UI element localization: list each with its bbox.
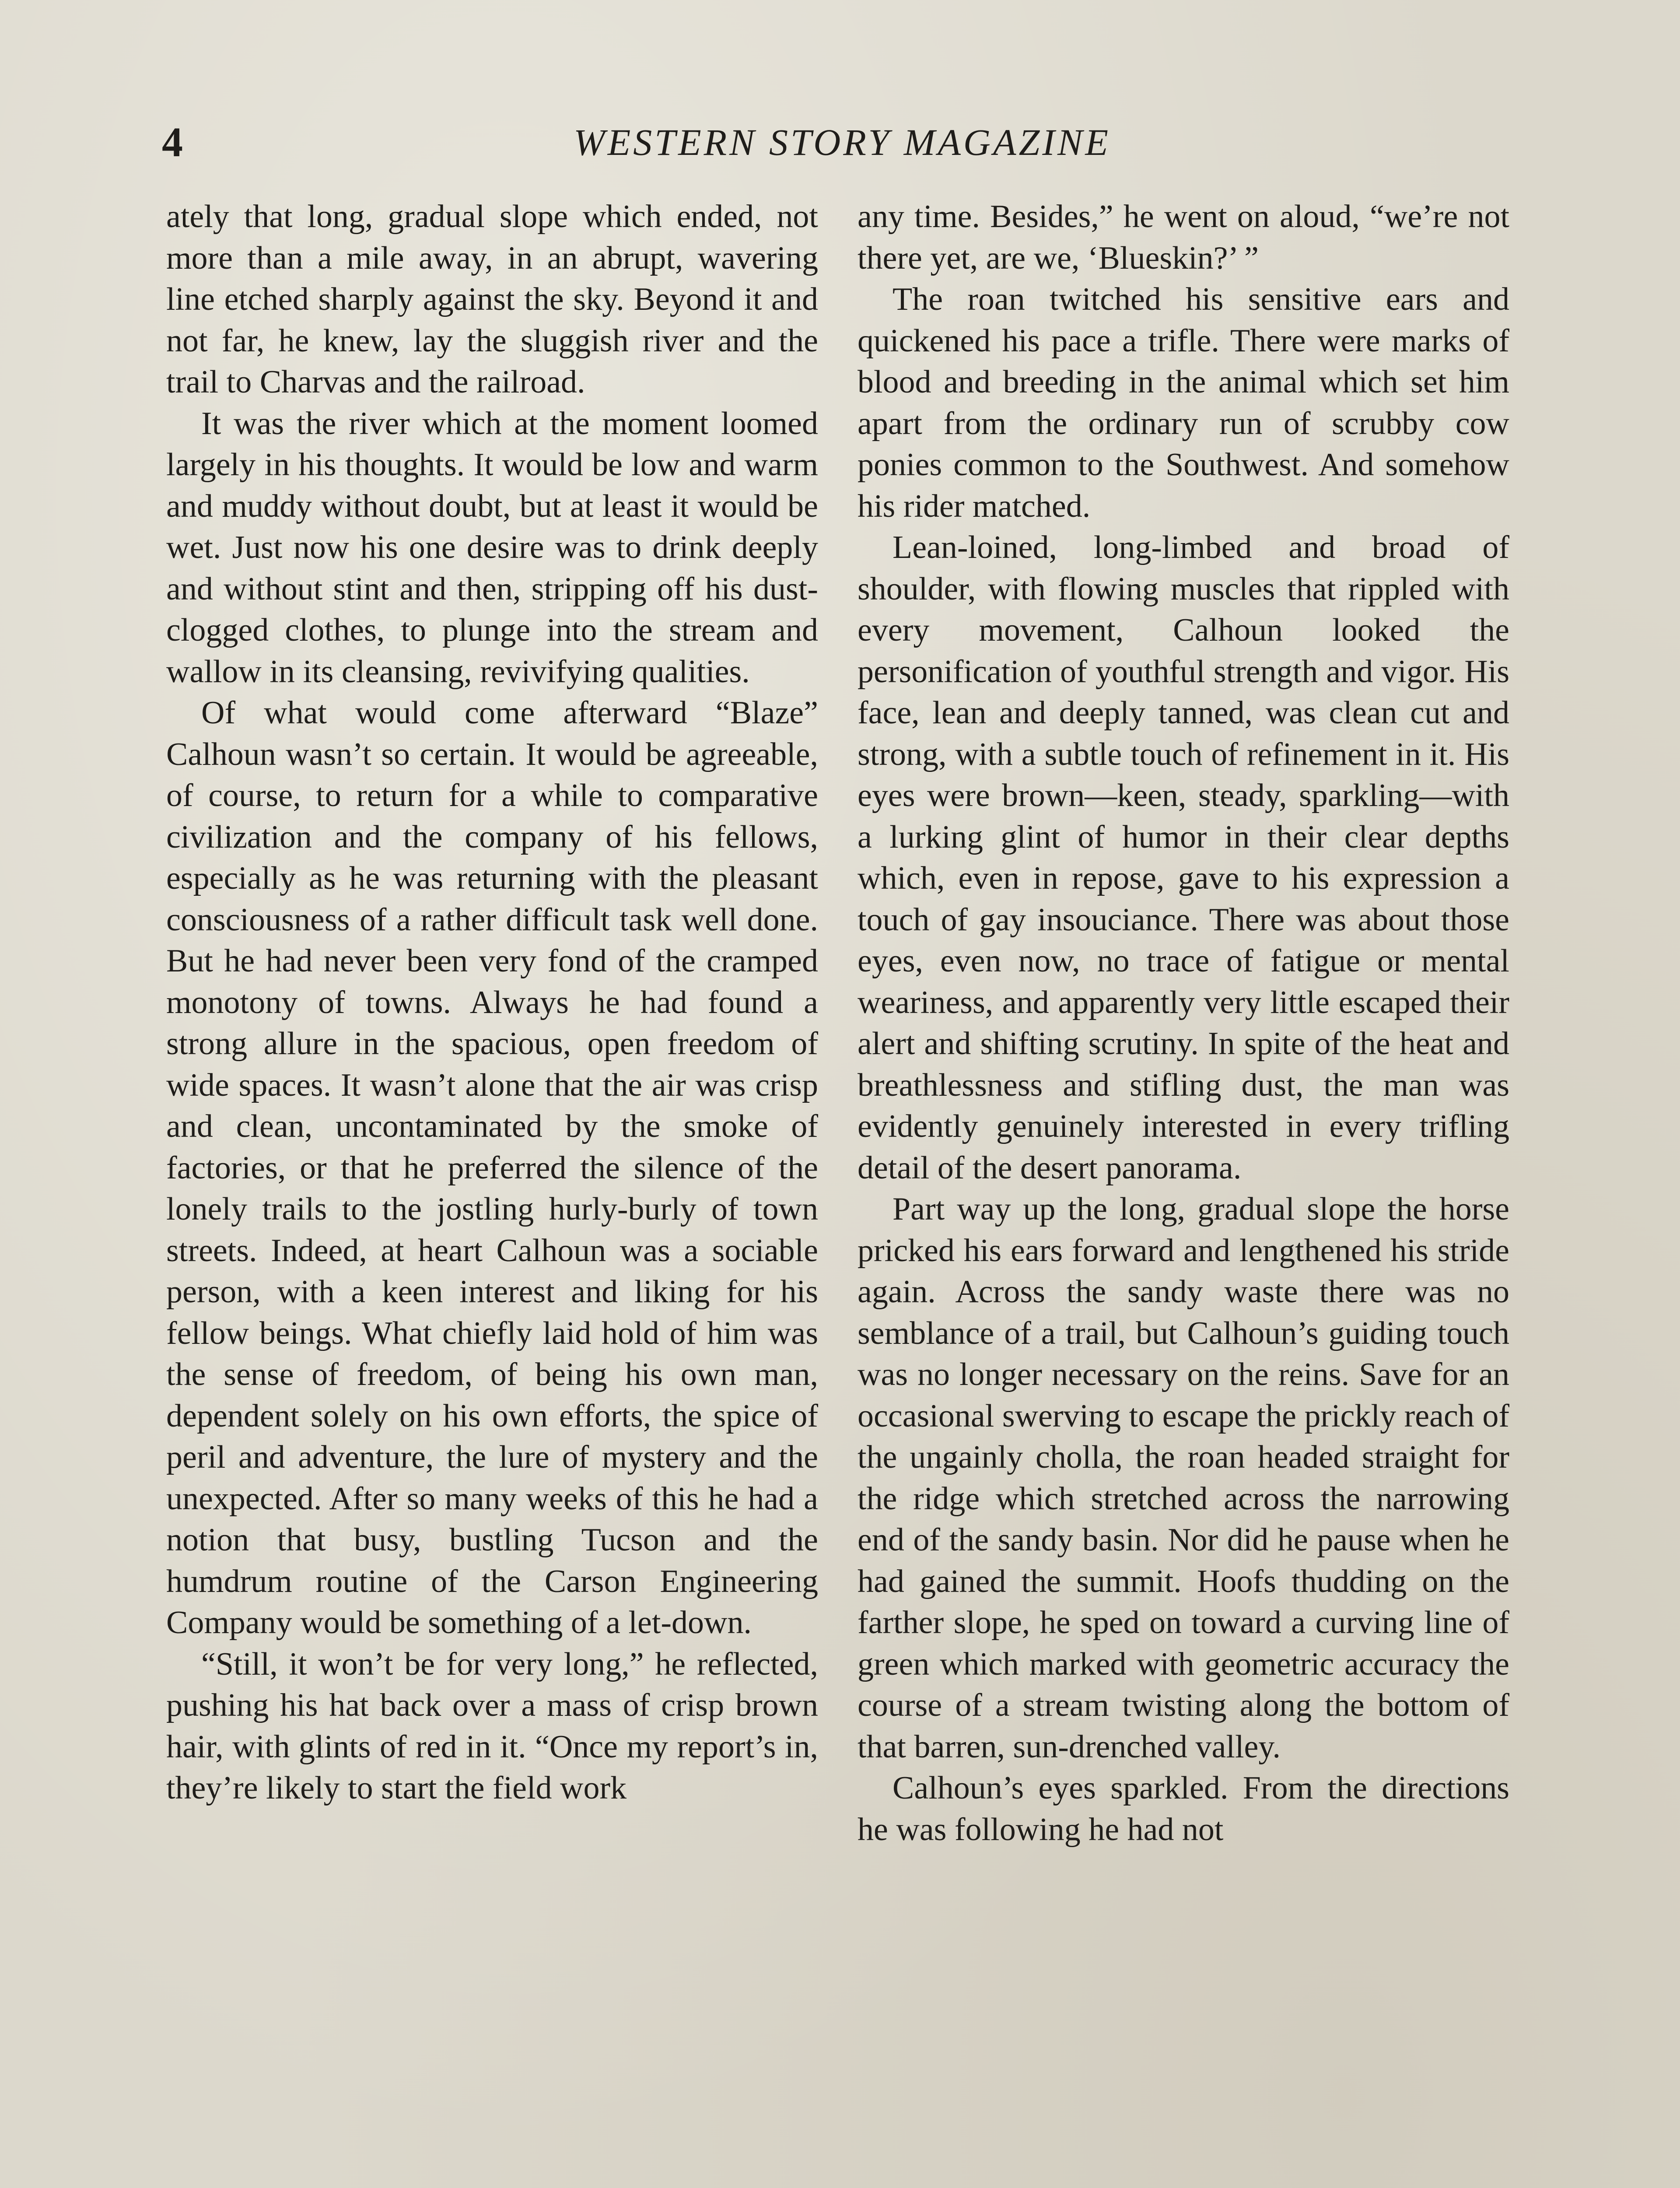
paragraph: ately that long, gradual slope which ended, not more than a mile away, in an abrupt, wavering line etched sharply against the sky. Beyond it and not far, he knew, lay the sluggish river and the trail to Charvas and the railroad.: [166, 199, 818, 400]
page-number: 4: [162, 119, 183, 165]
paragraph: Of what would come afterward “Blaze” Calhoun wasn’t so certain. It would be agreeable, of course, to return for a while to comparative civilization and the company of his fellows, especially as he was returning with the pleasant consciousness of a rather difficult task well done. But he had never been very fond of the cramped monotony of towns. Always he had found a strong allure in the spacious, open freedom of wide spaces. It wasn’t alone that the air was crisp and clean, uncontaminated by the smoke of factories, or that he preferred the silence of the lonely trails to the jostling hurly-burly of town streets. Indeed, at heart Calhoun was a sociable person, with a keen interest and liking for his fellow beings. What chiefly laid hold of him was the sense of freedom, of being his own man, dependent solely on his own efforts, the spice of peril and adventure, the lure of mystery and the unexpected. After so many weeks of this he had a notion that busy, bustling Tucson and the humdrum routine of the Carson Engineering Company would be something of a let-down.: [166, 695, 818, 1641]
magazine-title: WESTERN STORY MAGAZINE: [574, 121, 1111, 163]
right-column: [858, 196, 1509, 1850]
left-column: [166, 196, 818, 1809]
paragraph: Calhoun’s eyes sparkled. From the directions he was following he had not: [858, 1770, 1509, 1848]
paragraph: Part way up the long, gradual slope the horse pricked his ears forward and lengthened his stride again. Across the sandy waste there was no semblance of a trail, but Calhoun’s guiding touch was no longer necessary on the reins. Save for an occasional swerving to escape the prickly reach of the ungainly cholla, the roan headed straight for the ridge which stretched across the narrowing end of the sandy basin. Nor did he pause when he had gained the summit. Hoofs thudding on the farther slope, he sped on toward a curving line of green which marked with geometric accuracy the course of a stream twisting along the bottom of that barren, sun-drenched valley.: [858, 1191, 1509, 1765]
paragraph: The roan twitched his sensitive ears and quickened his pace a trifle. There were marks of blood and breeding in the animal which set him apart from the ordinary run of scrubby cow ponies common to the Southwest. And somehow his rider matched.: [858, 281, 1509, 524]
paragraph: Lean-loined, long-limbed and broad of shoulder, with flowing muscles that rippled with every movement, Calhoun looked the personification of youthful strength and vigor. His face, lean and deeply tanned, was clean cut and strong, with a subtle touch of refinement in it. His eyes were brown—keen, steady, sparkling—with a lurking glint of humor in their clear depths which, even in repose, gave to his expression a touch of gay insouciance. There was about those eyes, even now, no trace of fatigue or mental weariness, and apparently very little escaped their alert and shifting scrutiny. In spite of the heat and breathlessness and stifling dust, the man was evidently genuinely interested in every trifling detail of the desert panorama.: [858, 529, 1509, 1186]
paragraph: any time. Besides,” he went on aloud, “we’re not there yet, are we, ‘Blueskin?’ ”: [858, 199, 1509, 276]
page-header: [144, 118, 1540, 166]
paragraph: “Still, it won’t be for very long,” he reflected, pushing his hat back over a mass of crisp brown hair, with glints of red in it. “Once my report’s in, they’re likely to start the field work: [166, 1646, 818, 1806]
paragraph: It was the river which at the moment loomed largely in his thoughts. It would be low and warm and muddy without doubt, but at least it would be wet. Just now his one desire was to drink deeply and without stint and then, stripping off his dust-clogged clothes, to plunge into the stream and wallow in its cleansing, revivifying qualities.: [166, 405, 818, 690]
